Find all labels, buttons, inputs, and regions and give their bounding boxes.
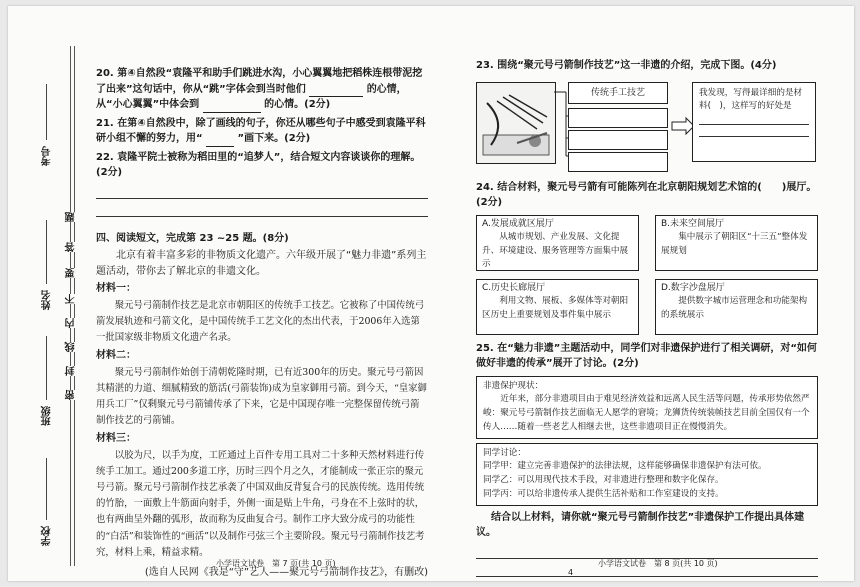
note-card: 我发现，写得最详细的是材料( )，这样写的好处是 — [692, 82, 816, 162]
school-label: 学校 — [42, 526, 53, 546]
binding-margin — [8, 6, 82, 581]
question-21: 21. 在第④自然段中，除了画线的句子，你还从哪些句子中感受到袁隆平科研小组不懈的努力，用“ ”画下来。(2分) — [96, 116, 428, 147]
right-page — [476, 58, 818, 580]
central-craft-label: 传统手工技艺 — [568, 82, 668, 104]
left-page-footer: 小学语文试卷 第 7 页(共 10 页) — [216, 559, 336, 568]
option-d: D.数字沙盘展厅 提供数字城市运营理念和功能架构的系统展示 — [655, 279, 818, 335]
material-1-text: 聚元号弓箭制作技艺是北京市朝阳区的传统手工技艺。它被称了中国传统弓箭发展轨迹和弓箭文化，是中国传统手工艺文化的杰出代表，于2006年入选第一批国家级非物质文化遗产名录。 — [96, 299, 425, 343]
binding-word: 内 — [66, 318, 77, 328]
exam-number-line — [46, 84, 47, 140]
option-b: B.未来空间展厅 集中展示了朝阳区“十三五”整体发展规划 — [655, 215, 818, 271]
hall-options — [476, 215, 818, 335]
diagram-answer-box[interactable] — [568, 108, 668, 128]
answer-blank[interactable] — [309, 85, 363, 97]
question-22: 22. 袁隆平院士被称为稻田里的“追梦人”，结合短文内容谈谈你的理解。(2分) — [96, 151, 421, 178]
diagram-answer-box[interactable] — [568, 130, 668, 150]
exam-number-label: 考号 — [42, 146, 53, 166]
binding-word: 线 — [66, 342, 77, 352]
binding-word: 题 — [66, 212, 77, 222]
material-3-text: 以胶为尺，以手为度，工匠通过上百件专用工具对二十多种天然材料进行传统手工加工。通过200多道工序，历时三四个月之久，才能制成一张正宗的聚元号弓箭。聚元号弓箭制作技艺承袭了中国双曲反背复合弓的民族传统。选用传统的竹胎，一面敷上牛筋面向射手，外侧一面是贴上牛角，弓身在不上弦时的状，也有两曲呈外翻的弧形，故而称为反曲复合弓。制作工序大致分成弓的功能性的“白活”和装饰性的“画活”以及制作弓弦三个主要阶段。聚元号弓箭制作技艺考究，材料上乘，精益求精。 — [96, 449, 425, 558]
answer-blank[interactable] — [203, 101, 261, 113]
option-c: C.历史长廊展厅 利用文物、展板、多媒体等对朝阳区历史上重要规划及事件集中展示 — [476, 279, 639, 335]
right-page-footer: 小学语文试卷 第 8 页(共 10 页) — [598, 559, 718, 568]
section-intro: 北京有着丰富多彩的非物质文化遗产。六年级开展了“魅力非遗”系列主题活动，带你去了解北京的非遗文化。 — [96, 250, 427, 277]
name-label: 姓名 — [42, 290, 53, 310]
answer-line[interactable] — [96, 202, 428, 217]
source-citation: (选自人民网《我是“守”艺人——聚元号弓箭制作技艺》，有删改) — [144, 566, 428, 578]
binding-word: 要 — [66, 268, 77, 278]
binding-word: 密 — [66, 390, 77, 400]
binding-word: 封 — [66, 366, 77, 376]
class-label: 班级 — [42, 406, 53, 426]
underline-symbol — [206, 135, 234, 147]
left-page — [96, 66, 428, 580]
section-4-title: 四、阅读短文，完成第 23 ~25 题。(8分) — [96, 232, 289, 244]
school-line — [46, 458, 47, 520]
mind-map-diagram — [476, 78, 818, 174]
discussion-box: 同学讨论： 同学甲：建立完善非遗保护的法律法规，这样能够确保非遗保护有法可依。 同学乙：可以用现代技术手段，对非遗进行整理和数字化保存。 同学丙：可以给非遗传承人提供生活补贴和工作室建设的支持。 — [476, 443, 818, 506]
material-2-title: 材料二： — [96, 350, 136, 362]
answer-line[interactable] — [476, 544, 818, 559]
binding-line-inner — [74, 46, 75, 566]
heritage-status-box: 非遗保护现状： 近年来，部分非遗项目由于难见经济效益和远离人民生活等问题，传承形势依然严峻：聚元号弓箭制作技艺面临无人愿学的窘境；龙狮货传统装帧技艺目前全国仅有一个传人……随着一些老艺人相继去世，这些非遗项目正在慢慢消失。 — [476, 376, 818, 439]
binding-word: 不 — [66, 294, 77, 304]
material-2-text: 聚元号弓箭制作始创于清朝乾隆时期，已有近300年的历史。聚元号弓箭因其精湛的力道、细腻精致的筋活(弓箭装饰)成为皇家御用弓箭。到今天，“皇家御用兵工厂”仅剩聚元号弓箭铺传承了下来，它是中国现存唯一完整保留传统弓箭制作技艺的弓箭铺。 — [96, 366, 427, 427]
final-prompt: 结合以上材料，请你就“聚元号弓箭制作技艺”非遗保护工作提出具体建议。 — [476, 511, 805, 538]
question-24: 24. 结合材料，聚元号弓箭有可能陈列在北京朝阳规划艺术馆的( )展厅。(2分) — [476, 181, 817, 208]
question-25: 25. 在“魅力非遗”主题活动中，同学们对非遗保护进行了相关调研，对“如何做好非遗的传承”展开了讨论。(2分) — [476, 342, 817, 369]
material-1-title: 材料一： — [96, 283, 136, 294]
diagram-answer-box[interactable] — [568, 152, 668, 172]
material-3-title: 材料三： — [96, 433, 136, 445]
binding-word: 答 — [66, 242, 77, 252]
name-line — [46, 220, 47, 284]
question-23: 23. 围绕“聚元号弓箭制作技艺”这一非遗的介绍，完成下图。(4分) — [476, 60, 777, 71]
binding-line — [70, 46, 71, 566]
exam-sheet — [8, 6, 854, 581]
class-line — [46, 336, 47, 400]
answer-line[interactable] — [96, 184, 428, 199]
question-20: 20. 第④自然段“袁隆平和助手们跳进水沟，小心翼翼地把稻株连根带泥挖了出来”这句话中，你从“跳”字体会到当时他们 的心情，从“小心翼翼”中体会到 的心情。(2分) — [96, 66, 428, 113]
answer-line[interactable] — [699, 126, 809, 137]
answer-line[interactable] — [699, 114, 809, 125]
option-a: A.发展成就区展厅 从城市规划、产业发展、文化提升、环境建设、服务管理等方面集中展示 — [476, 215, 639, 271]
page-mark: 4 — [568, 568, 574, 577]
